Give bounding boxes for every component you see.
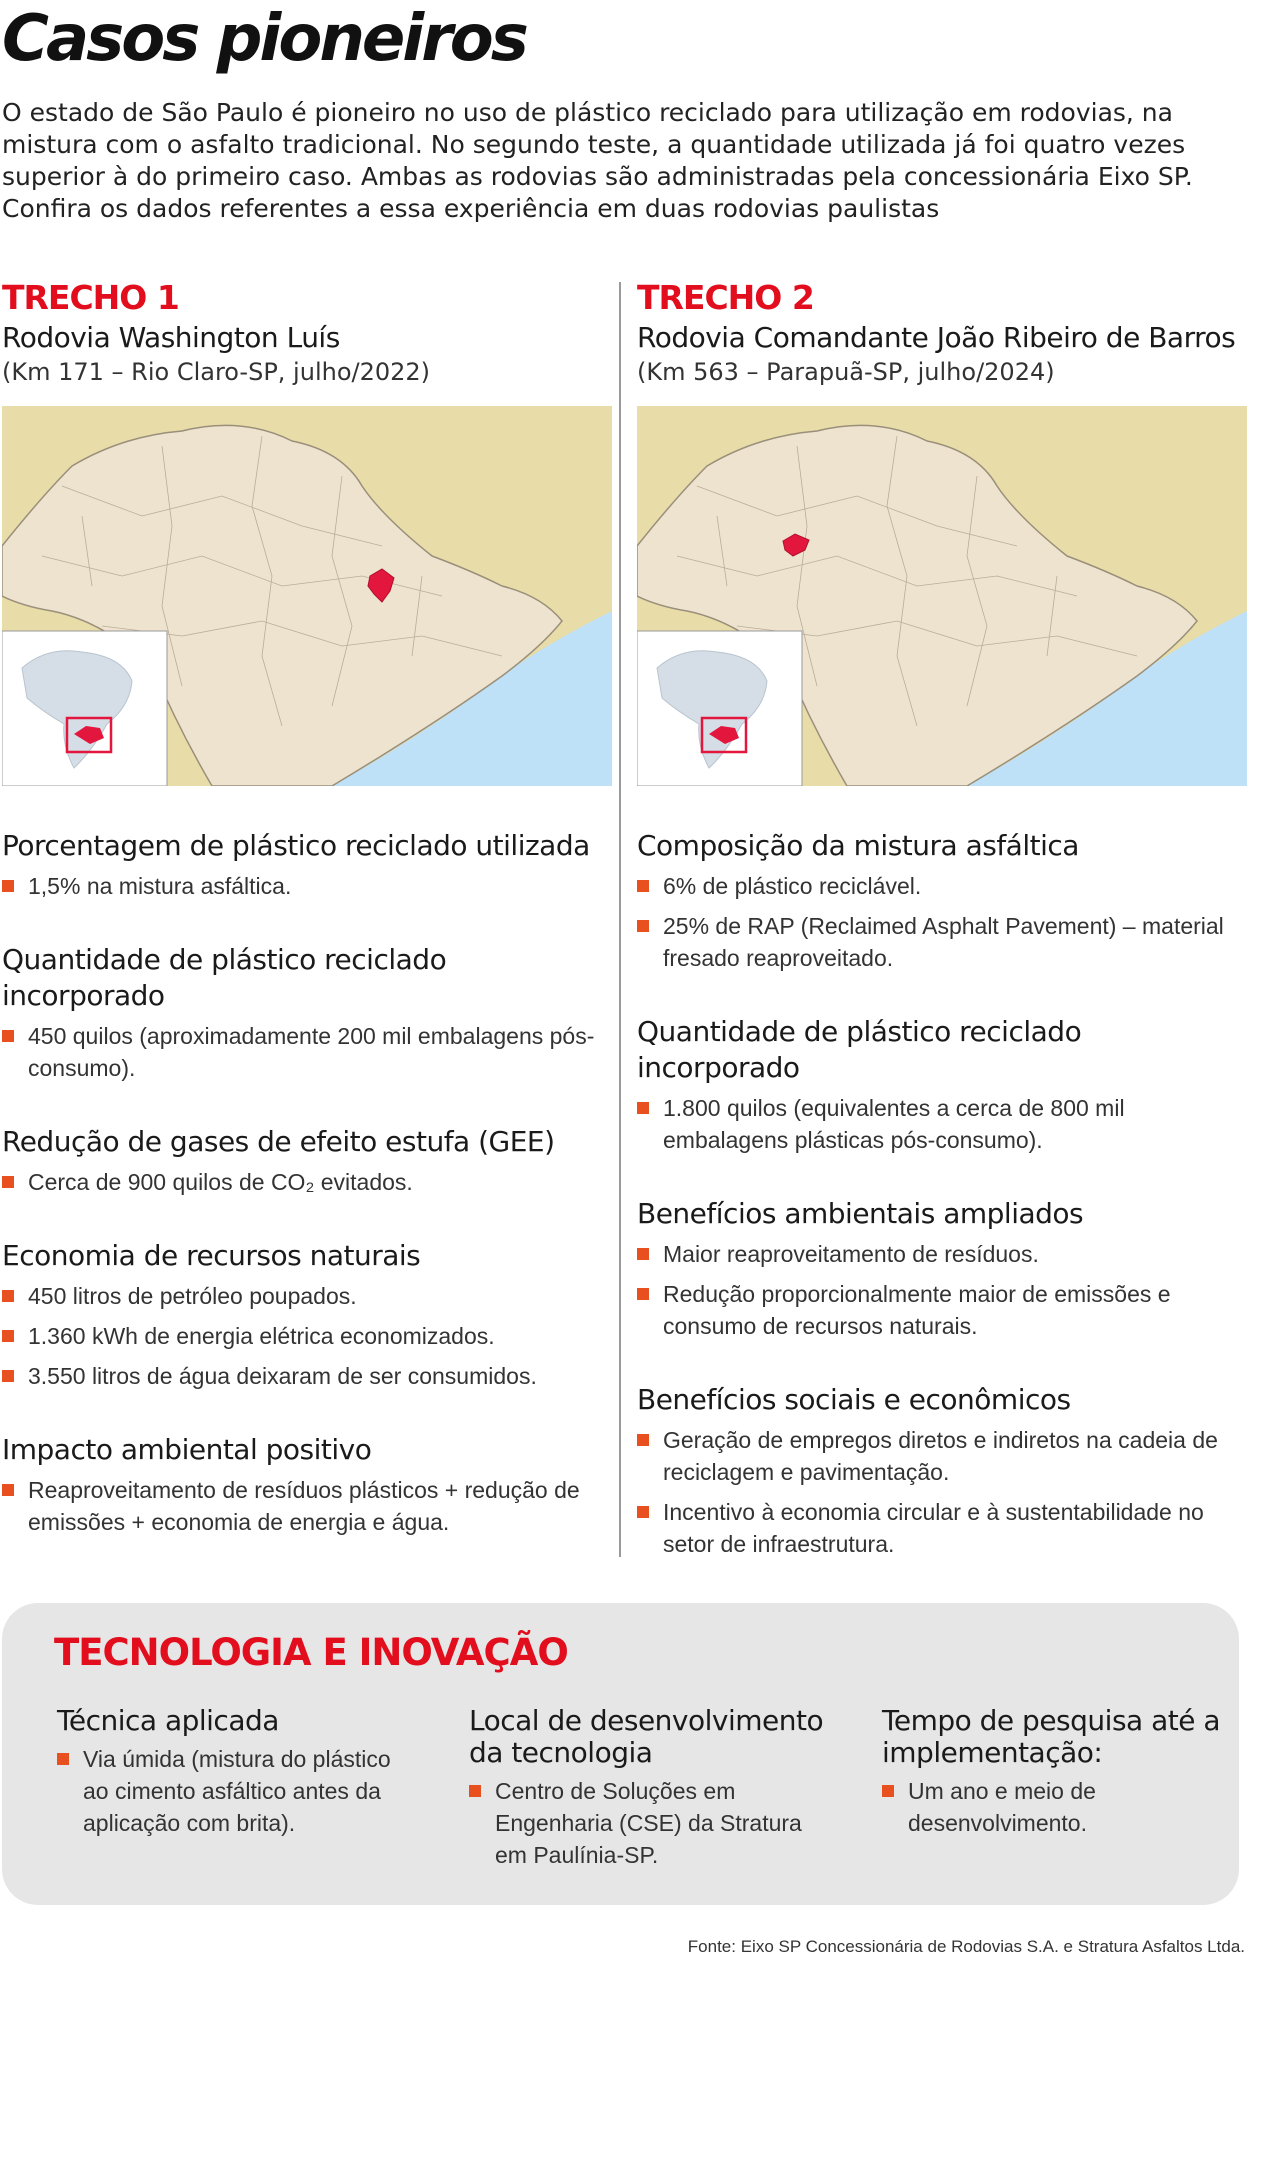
bullet-item: Cerca de 900 quilos de CO₂ evitados. [2, 1166, 612, 1198]
bullet-square-icon [637, 1434, 649, 1446]
bullet-square-icon [2, 1290, 14, 1302]
bullet-square-icon [469, 1785, 481, 1797]
bullet-square-icon [2, 1330, 14, 1342]
trecho-2-section [637, 828, 1247, 974]
trecho-1-road: Rodovia Washington Luís [2, 321, 340, 354]
bullet-square-icon [2, 1370, 14, 1382]
bullet-square-icon [2, 1484, 14, 1496]
bullet-square-icon [637, 1288, 649, 1300]
trecho-1-location: (Km 171 – Rio Claro-SP, julho/2022) [2, 358, 431, 386]
sao-paulo-map-1 [2, 406, 612, 786]
bullet-square-icon [2, 1176, 14, 1188]
tech-column [57, 1705, 417, 1847]
tech-title: TECNOLOGIA E INOVAÇÃO [54, 1631, 568, 1674]
trecho-2-section [637, 1014, 1247, 1156]
trecho-1-label: TRECHO 1 [2, 278, 179, 317]
section-title: Redução de gases de efeito estufa (GEE) [2, 1125, 555, 1158]
trecho-2-location: (Km 563 – Parapuã-SP, julho/2024) [637, 358, 1055, 386]
bullet-square-icon [637, 920, 649, 932]
bullet-square-icon [2, 1030, 14, 1042]
bullet-item: 1.800 quilos (equivalentes a cerca de 800 mil embalagens plásticas pós-consumo). [637, 1092, 1247, 1156]
bullet-item: Maior reaproveitamento de resíduos. [637, 1238, 1247, 1270]
trecho-2-column [637, 278, 1247, 1557]
bullet-item: 6% de plástico reciclável. [637, 870, 1247, 902]
bullet-item: Centro de Soluções em Engenharia (CSE) da Stratura em Paulínia-SP. [469, 1775, 829, 1871]
bullet-square-icon [637, 1248, 649, 1260]
page-title: Casos pioneiros [2, 2, 526, 76]
section-title: Quantidade de plástico reciclado incorporado [2, 943, 447, 1012]
tech-column [882, 1705, 1242, 1847]
bullet-item: Via úmida (mistura do plástico ao cimento asfáltico antes da aplicação com brita). [57, 1743, 417, 1839]
section-title: Técnica aplicada [57, 1704, 279, 1737]
bullet-square-icon [2, 880, 14, 892]
bullet-item: 3.550 litros de água deixaram de ser consumidos. [2, 1360, 612, 1392]
column-divider [619, 282, 621, 1557]
bullet-item: Um ano e meio de desenvolvimento. [882, 1775, 1242, 1839]
trecho-2-label: TRECHO 2 [637, 278, 814, 317]
bullet-item: 450 litros de petróleo poupados. [2, 1280, 612, 1312]
bullet-item: 1,5% na mistura asfáltica. [2, 870, 612, 902]
map-trecho-1 [2, 406, 612, 786]
sao-paulo-map-2 [637, 406, 1247, 786]
bullet-square-icon [882, 1785, 894, 1797]
bullet-item: Reaproveitamento de resíduos plásticos + redução de emissões + economia de energia e água. [2, 1474, 612, 1538]
trecho-1-column [2, 278, 612, 1535]
bullet-square-icon [57, 1753, 69, 1765]
trecho-1-section [2, 942, 612, 1084]
source-note: Fonte: Eixo SP Concessionária de Rodovias S.A. e Stratura Asfaltos Ltda. [687, 1937, 1245, 1956]
intro-paragraph: O estado de São Paulo é pioneiro no uso de plástico reciclado para utilização em rodovias, na mistura com o asfalto tradicional. No segundo teste, a quantidade utilizada já foi quatro vezes superior à do primeiro caso. Ambas as rodovias são administradas pela concessionária Eixo SP. Confira os dados referentes a essa experiência em duas rodovias paulistas [2, 98, 1193, 223]
bullet-square-icon [637, 1506, 649, 1518]
trecho-1-section [2, 828, 612, 902]
section-title: Porcentagem de plástico reciclado utilizada [2, 829, 590, 862]
trecho-1-section [2, 1432, 612, 1538]
trecho-2-section [637, 1196, 1247, 1342]
section-title: Tempo de pesquisa até a implementação: [882, 1704, 1221, 1769]
section-title: Economia de recursos naturais [2, 1239, 421, 1272]
section-title: Local de desenvolvimento da tecnologia [469, 1704, 824, 1769]
bullet-item: Incentivo à economia circular e à sustentabilidade no setor de infraestrutura. [637, 1496, 1247, 1560]
bullet-item: Redução proporcionalmente maior de emissões e consumo de recursos naturais. [637, 1278, 1247, 1342]
section-title: Benefícios ambientais ampliados [637, 1197, 1084, 1230]
trecho-1-section [2, 1238, 612, 1392]
trecho-2-road: Rodovia Comandante João Ribeiro de Barros [637, 321, 1236, 354]
bullet-item: 450 quilos (aproximadamente 200 mil embalagens pós-consumo). [2, 1020, 612, 1084]
section-title: Impacto ambiental positivo [2, 1433, 372, 1466]
trecho-2-section [637, 1382, 1247, 1560]
bullet-item: 25% de RAP (Reclaimed Asphalt Pavement) – material fresado reaproveitado. [637, 910, 1247, 974]
bullet-square-icon [637, 1102, 649, 1114]
section-title: Benefícios sociais e econômicos [637, 1383, 1071, 1416]
tech-column [469, 1705, 829, 1879]
bullet-square-icon [637, 880, 649, 892]
section-title: Quantidade de plástico reciclado incorporado [637, 1015, 1082, 1084]
map-trecho-2 [637, 406, 1247, 786]
tech-panel [2, 1603, 1239, 1905]
bullet-item: 1.360 kWh de energia elétrica economizados. [2, 1320, 612, 1352]
trecho-1-section [2, 1124, 612, 1198]
section-title: Composição da mistura asfáltica [637, 829, 1079, 862]
bullet-item: Geração de empregos diretos e indiretos na cadeia de reciclagem e pavimentação. [637, 1424, 1247, 1488]
